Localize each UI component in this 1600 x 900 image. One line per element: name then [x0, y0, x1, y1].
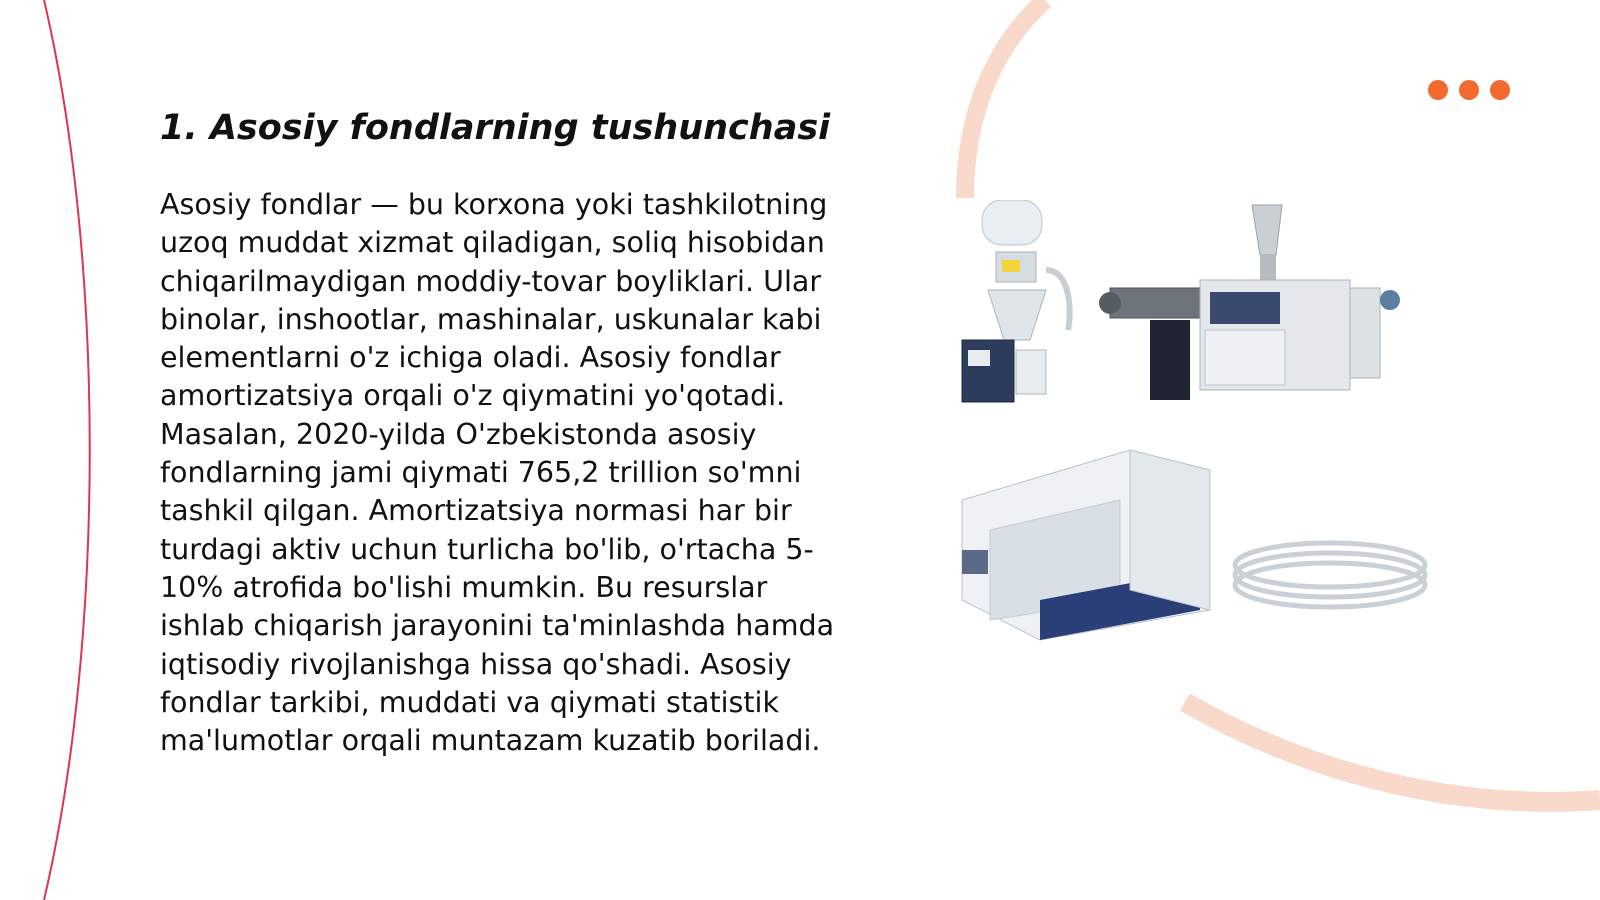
- upper-peach-arc: [965, 0, 1045, 198]
- three-dots-icon: [1428, 80, 1512, 100]
- dot-icon: [1459, 80, 1479, 100]
- vacuum-loader-image: [962, 200, 1070, 402]
- coiled-hose-image: [1235, 543, 1425, 607]
- slide-title: 1. Asosiy fondlarning tushunchasi: [160, 108, 831, 148]
- extruder-image: [1099, 205, 1400, 400]
- dot-icon: [1428, 80, 1448, 100]
- dot-icon: [1490, 80, 1510, 100]
- machinery-photo: [960, 200, 1440, 660]
- lower-peach-arc: [1185, 702, 1600, 802]
- slide-body-text: Asosiy fondlar — bu korxona yoki tashkilotning uzoq muddat xizmat qiladigan, soliq hisobidan chiqarilmaydigan moddiy-tovar boyliklari. Ular binolar, inshootlar, mashinalar, uskunalar kabi elementlarni o'z ichiga oladi. Asosiy fondlar amortizatsiya orqali o'z qiymatini yo'qotadi. Masalan, 2020-yilda O'zbekistonda asosiy fondlarning jami qiymati 765,2 trillion so'mni tashkil qilgan. Amortizatsiya normasi har bir turdagi aktiv uchun turlicha bo'lib, o'rtacha 5-10% atrofida bo'lishi mumkin. Bu resurslar ishlab chiqarish jarayonini ta'minlashda hamda iqtisodiy rivojlanishga hissa qo'shadi. Asosiy fondlar tarkibi, muddati va qiymati statistik ma'lumotlar orqali muntazam kuzatib boriladi.: [160, 188, 835, 758]
- left-curve-line: [44, 0, 90, 900]
- cooling-tank-image: [962, 450, 1210, 640]
